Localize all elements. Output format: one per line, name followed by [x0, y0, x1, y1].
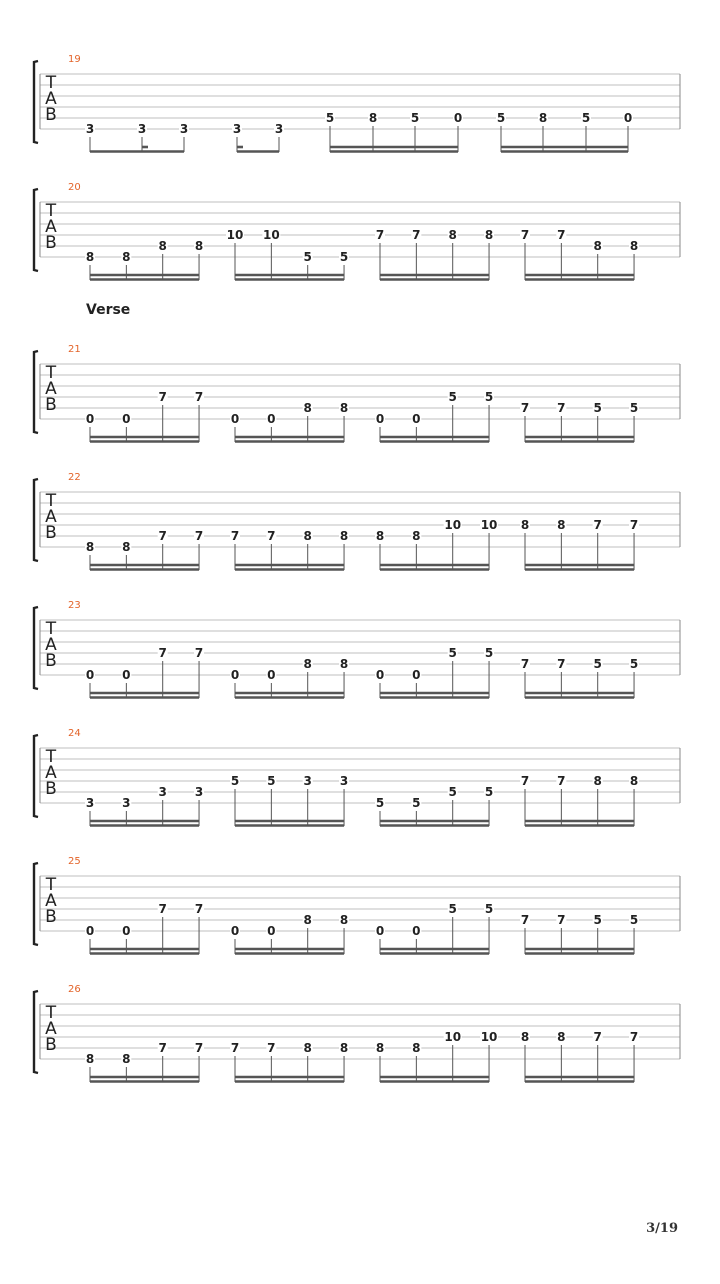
fret-number: 8: [339, 401, 349, 415]
fret-number: 7: [520, 228, 530, 242]
fret-number: 7: [230, 1041, 240, 1055]
fret-number: 8: [593, 239, 602, 253]
tab-clef-letter: A: [45, 635, 57, 655]
tab-clef-letter: A: [45, 217, 57, 237]
measure-number: 24: [68, 728, 81, 739]
fret-number: 5: [629, 401, 639, 415]
fret-number: 8: [303, 529, 312, 543]
tab-clef-letter: A: [45, 507, 57, 527]
tab-system: [34, 600, 680, 698]
fret-number: 8: [412, 529, 421, 543]
fret-number: 5: [412, 796, 421, 810]
fret-number: 7: [194, 646, 204, 660]
fret-number: 0: [85, 924, 95, 938]
tab-clef-letter: B: [45, 523, 57, 543]
tab-system: [34, 54, 680, 152]
fret-number: 8: [303, 913, 312, 927]
fret-number: 8: [122, 540, 131, 554]
fret-number: 5: [629, 913, 639, 927]
tab-clef-letter: A: [45, 1019, 57, 1039]
system-bracket: [34, 189, 38, 271]
fret-number: 8: [85, 540, 95, 554]
system-bracket: [34, 479, 38, 561]
fret-number: 0: [230, 924, 240, 938]
fret-number: 0: [267, 668, 276, 682]
tab-clef-letter: T: [45, 1003, 57, 1023]
fret-number: 8: [629, 774, 639, 788]
tab-system: [34, 984, 680, 1082]
fret-number: 0: [267, 412, 276, 426]
fret-number: 3: [122, 796, 131, 810]
tab-clef-letter: A: [45, 891, 57, 911]
fret-number: 3: [85, 796, 95, 810]
fret-number: 5: [339, 250, 349, 264]
fret-number: 3: [179, 122, 189, 136]
fret-number: 7: [412, 228, 421, 242]
tab-clef-letter: T: [45, 619, 57, 639]
fret-number: 5: [496, 111, 506, 125]
measure-number: 21: [68, 344, 81, 355]
measure-number: 22: [68, 472, 81, 483]
measure-number: 23: [68, 600, 81, 611]
fret-number: 5: [375, 796, 385, 810]
fret-number: 0: [230, 668, 240, 682]
fret-number: 8: [375, 529, 385, 543]
fret-number: 8: [158, 239, 167, 253]
fret-number: 8: [484, 228, 494, 242]
fret-number: 8: [339, 1041, 349, 1055]
fret-number: 0: [230, 412, 240, 426]
tab-clef-letter: T: [45, 747, 57, 767]
fret-number: 8: [520, 518, 530, 532]
page-number: 3/19: [646, 1221, 678, 1236]
tab-clef-letter: A: [45, 379, 57, 399]
fret-number: 0: [122, 668, 131, 682]
fret-number: 7: [593, 1030, 602, 1044]
tab-clef-letter: T: [45, 491, 57, 511]
fret-number: 8: [448, 228, 457, 242]
fret-number: 3: [274, 122, 284, 136]
fret-number: 5: [448, 390, 457, 404]
tab-system: [34, 728, 680, 826]
system-bracket: [34, 991, 38, 1073]
fret-number: 8: [557, 518, 566, 532]
measure-number: 19: [68, 54, 81, 65]
system-bracket: [34, 735, 38, 817]
fret-number: 7: [520, 657, 530, 671]
tab-system: [34, 472, 680, 570]
fret-number: 5: [593, 913, 602, 927]
fret-number: 7: [194, 390, 204, 404]
fret-number: 7: [629, 518, 639, 532]
fret-number: 5: [484, 902, 494, 916]
fret-number: 8: [339, 529, 349, 543]
tab-clef-letter: B: [45, 651, 57, 671]
fret-number: 0: [412, 924, 421, 938]
measure-number: 26: [68, 984, 81, 995]
fret-number: 7: [158, 902, 167, 916]
fret-number: 5: [410, 111, 420, 125]
tab-clef-letter: T: [45, 363, 57, 383]
tab-system: [34, 302, 680, 442]
fret-number: 5: [581, 111, 591, 125]
fret-number: 7: [557, 657, 566, 671]
fret-number: 0: [375, 668, 385, 682]
system-bracket: [34, 351, 38, 433]
section-label: Verse: [86, 302, 131, 318]
fret-number: 3: [137, 122, 147, 136]
tab-system: [34, 856, 680, 954]
fret-number: 7: [158, 390, 167, 404]
fret-number: 5: [267, 774, 276, 788]
tab-clef-letter: B: [45, 395, 57, 415]
fret-number: 5: [593, 657, 602, 671]
fret-number: 8: [375, 1041, 385, 1055]
fret-number: 8: [412, 1041, 421, 1055]
fret-number: 8: [339, 913, 349, 927]
fret-number: 7: [557, 913, 566, 927]
fret-number: 7: [557, 228, 566, 242]
fret-number: 7: [158, 529, 167, 543]
fret-number: 5: [484, 785, 494, 799]
fret-number: 8: [122, 250, 131, 264]
measure-number: 20: [68, 182, 81, 193]
fret-number: 8: [368, 111, 378, 125]
fret-number: 10: [480, 1030, 498, 1044]
tab-clef-letter: T: [45, 875, 57, 895]
fret-number: 5: [325, 111, 335, 125]
tab-clef-letter: T: [45, 201, 57, 221]
fret-number: 7: [194, 1041, 204, 1055]
fret-number: 7: [267, 1041, 276, 1055]
fret-number: 7: [267, 529, 276, 543]
fret-number: 0: [412, 668, 421, 682]
fret-number: 7: [375, 228, 385, 242]
fret-number: 7: [194, 529, 204, 543]
fret-number: 5: [303, 250, 312, 264]
fret-number: 0: [412, 412, 421, 426]
fret-number: 8: [538, 111, 548, 125]
fret-number: 8: [303, 657, 312, 671]
fret-number: 5: [230, 774, 240, 788]
fret-number: 5: [448, 785, 457, 799]
fret-number: 7: [520, 401, 530, 415]
fret-number: 8: [303, 1041, 312, 1055]
tab-clef-letter: A: [45, 89, 57, 109]
fret-number: 10: [444, 1030, 462, 1044]
fret-number: 8: [85, 1052, 95, 1066]
fret-number: 7: [557, 401, 566, 415]
fret-number: 7: [557, 774, 566, 788]
fret-number: 10: [480, 518, 498, 532]
fret-number: 8: [593, 774, 602, 788]
fret-number: 8: [339, 657, 349, 671]
fret-number: 3: [85, 122, 95, 136]
fret-number: 3: [339, 774, 349, 788]
system-bracket: [34, 61, 38, 143]
fret-number: 7: [520, 774, 530, 788]
fret-number: 7: [158, 646, 167, 660]
fret-number: 0: [267, 924, 276, 938]
fret-number: 0: [375, 924, 385, 938]
fret-number: 8: [194, 239, 204, 253]
tab-clef-letter: B: [45, 779, 57, 799]
fret-number: 7: [593, 518, 602, 532]
fret-number: 3: [303, 774, 312, 788]
fret-number: 5: [593, 401, 602, 415]
fret-number: 8: [520, 1030, 530, 1044]
fret-number: 3: [194, 785, 204, 799]
tab-clef-letter: B: [45, 105, 57, 125]
fret-number: 0: [122, 924, 131, 938]
fret-number: 0: [453, 111, 463, 125]
fret-number: 7: [158, 1041, 167, 1055]
fret-number: 5: [629, 657, 639, 671]
tab-clef-letter: A: [45, 763, 57, 783]
fret-number: 7: [629, 1030, 639, 1044]
system-bracket: [34, 863, 38, 945]
measure-number: 25: [68, 856, 81, 867]
fret-number: 8: [85, 250, 95, 264]
fret-number: 5: [484, 390, 494, 404]
fret-number: 0: [85, 412, 95, 426]
tab-clef-letter: B: [45, 907, 57, 927]
fret-number: 0: [85, 668, 95, 682]
fret-number: 0: [623, 111, 633, 125]
fret-number: 7: [194, 902, 204, 916]
tab-clef-letter: B: [45, 1035, 57, 1055]
fret-number: 5: [448, 646, 457, 660]
fret-number: 3: [158, 785, 167, 799]
fret-number: 5: [484, 646, 494, 660]
fret-number: 0: [122, 412, 131, 426]
fret-number: 8: [122, 1052, 131, 1066]
fret-number: 3: [232, 122, 242, 136]
fret-number: 8: [629, 239, 639, 253]
fret-number: 10: [226, 228, 244, 242]
fret-number: 0: [375, 412, 385, 426]
tab-clef-letter: T: [45, 73, 57, 93]
fret-number: 7: [520, 913, 530, 927]
system-bracket: [34, 607, 38, 689]
fret-number: 7: [230, 529, 240, 543]
tab-system: [34, 182, 680, 280]
fret-number: 10: [262, 228, 280, 242]
fret-number: 8: [303, 401, 312, 415]
fret-number: 10: [444, 518, 462, 532]
fret-number: 8: [557, 1030, 566, 1044]
fret-number: 5: [448, 902, 457, 916]
tab-clef-letter: B: [45, 233, 57, 253]
